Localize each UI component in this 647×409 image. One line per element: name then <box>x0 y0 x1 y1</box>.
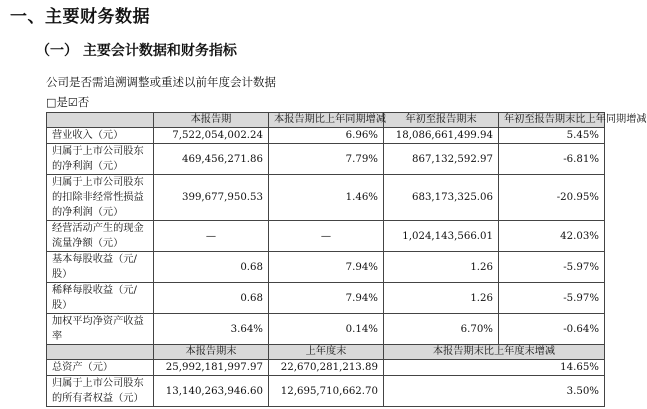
cell-value: 1.46% <box>269 175 384 221</box>
header-ytd: 年初至报告期末 <box>384 113 499 128</box>
table-row <box>47 376 605 407</box>
cell-value: 0.68 <box>154 283 269 314</box>
cell-value: 0.68 <box>154 252 269 283</box>
section-heading: 一、主要财务数据 <box>10 7 150 27</box>
cell-value: 399,677,950.53 <box>154 175 269 221</box>
table-header-row <box>47 113 605 128</box>
retro-adjust-question: 公司是否需追溯调整或重述以前年度会计数据 <box>46 75 276 89</box>
header-current-period-yoy: 本报告期比上年同期增减 <box>269 113 384 128</box>
row-label: 稀释每股收益（元/股） <box>47 283 154 314</box>
cell-value: 42.03% <box>499 221 605 252</box>
header-period-end-change: 本报告期末比上年度末增减 <box>384 345 605 360</box>
row-label: 归属于上市公司股东的扣除非经常性损益的净利润（元） <box>47 175 154 221</box>
cell-value: 13,140,263,946.60 <box>154 376 269 407</box>
row-label: 归属于上市公司股东的净利润（元） <box>47 144 154 175</box>
row-label: 经营活动产生的现金流量净额（元） <box>47 221 154 252</box>
unchecked-box-icon: □ <box>46 96 57 109</box>
no-option-label: 否 <box>77 95 90 109</box>
table-row <box>47 144 605 175</box>
table-header-row <box>47 345 605 360</box>
header-period-end: 本报告期末 <box>154 345 269 360</box>
header-prior-year-end: 上年度末 <box>269 345 384 360</box>
cell-value: 1.26 <box>384 283 499 314</box>
cell-value: 1.26 <box>384 252 499 283</box>
cell-value: 7.94% <box>269 283 384 314</box>
cell-value: 3.50% <box>384 376 605 407</box>
cell-value: -5.97% <box>499 252 605 283</box>
cell-value: -5.97% <box>499 283 605 314</box>
subsection-heading: （一） 主要会计数据和财务指标 <box>36 43 237 59</box>
cell-value: 6.70% <box>384 314 499 345</box>
checked-box-icon: ☑ <box>67 96 78 109</box>
yes-option-label: 是 <box>56 95 68 109</box>
row-label: 基本每股收益（元/股） <box>47 252 154 283</box>
cell-value: 14.65% <box>384 360 605 376</box>
cell-value: 18,086,661,499.94 <box>384 128 499 144</box>
cell-value: 1,024,143,566.01 <box>384 221 499 252</box>
cell-value: 7.79% <box>269 144 384 175</box>
cell-value: 7.94% <box>269 252 384 283</box>
header-ytd-yoy: 年初至报告期末比上年同期增减 <box>499 113 605 128</box>
retro-adjust-options <box>46 94 89 110</box>
table-row <box>47 175 605 221</box>
cell-value: — <box>269 221 384 252</box>
table-row <box>47 252 605 283</box>
financial-data-table <box>46 112 647 407</box>
cell-value: -20.95% <box>499 175 605 221</box>
row-label: 总资产（元） <box>47 360 154 376</box>
cell-value: 3.64% <box>154 314 269 345</box>
row-label: 归属于上市公司股东的所有者权益（元） <box>47 376 154 407</box>
cell-value: 7,522,054,002.24 <box>154 128 269 144</box>
cell-value: 6.96% <box>269 128 384 144</box>
cell-value: -6.81% <box>499 144 605 175</box>
cell-value: 0.14% <box>269 314 384 345</box>
cell-value: -0.64% <box>499 314 605 345</box>
header-current-period: 本报告期 <box>154 113 269 128</box>
header-cell-blank <box>47 345 154 360</box>
row-label: 营业收入（元） <box>47 128 154 144</box>
table-row <box>47 128 605 144</box>
table-row <box>47 314 605 345</box>
row-label: 加权平均净资产收益率 <box>47 314 154 345</box>
table-row <box>47 360 605 376</box>
cell-value: 683,173,325.06 <box>384 175 499 221</box>
cell-value: 5.45% <box>499 128 605 144</box>
cell-value: — <box>154 221 269 252</box>
cell-value: 25,992,181,997.97 <box>154 360 269 376</box>
cell-value: 12,695,710,662.70 <box>269 376 384 407</box>
table-row <box>47 283 605 314</box>
cell-value: 22,670,281,213.89 <box>269 360 384 376</box>
cell-value: 867,132,592.97 <box>384 144 499 175</box>
table-row <box>47 221 605 252</box>
header-cell-blank <box>47 113 154 128</box>
cell-value: 469,456,271.86 <box>154 144 269 175</box>
